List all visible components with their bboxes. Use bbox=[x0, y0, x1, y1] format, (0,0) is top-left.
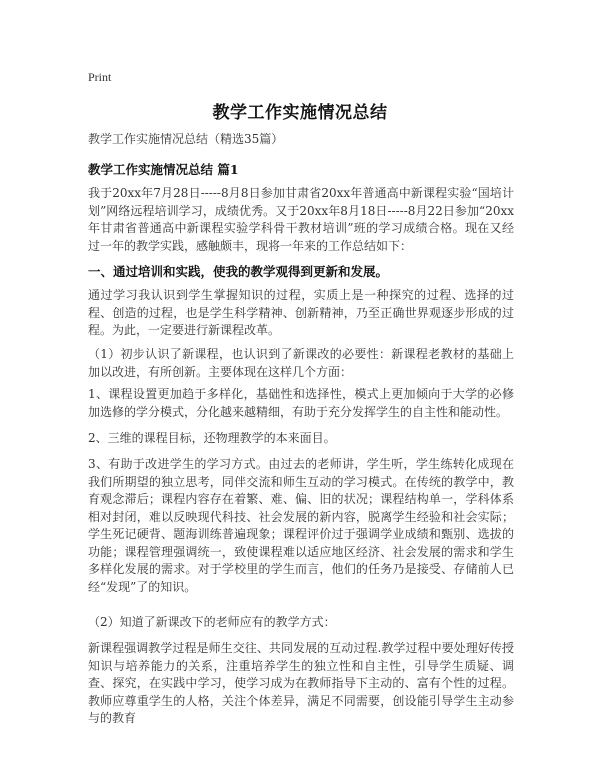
paragraph-6: （2）知道了新课改下的老师应有的教学方式： bbox=[88, 615, 336, 629]
paragraph-7: 新课程强调教学过程是师生交往、共同发展的互动过程.教学过程中要处理好传授知识与培养能力的关系，注重培养学生的独立性和自主性，引导学生质疑、调查、探究，在实践中学习，使学习成为在教师指导下主动的、富有个性的过程。教师应尊重学生的人格，关注个体差异，满足不同需要，创设能引导学生主动参与的教育 bbox=[88, 641, 514, 725]
subtitle: 教学工作实施情况总结（精选35篇） bbox=[88, 132, 284, 146]
print-label: Print bbox=[88, 70, 112, 84]
article-heading: 教学工作实施情况总结 篇1 bbox=[88, 162, 239, 177]
paragraph-3: 1、课程设置更加趋于多样化，基础性和选择性，模式上更加倾向于大学的必修加选修的学分模式，分化越来越精细，有助于充分发挥学生的自主性和能动性。 bbox=[88, 387, 514, 419]
paragraph-1: 通过学习我认识到学生掌握知识的过程，实质上是一种探究的过程、选择的过程、创造的过程，也是学生科学精神、创新精神，乃至正确世界观逐步形成的过程。为此，一定要进行新课程改革。 bbox=[88, 288, 514, 337]
paragraph-4: 2、三维的课程目标，还物理教学的本来面目。 bbox=[88, 431, 336, 445]
paragraph-2: （1）初步认识了新课程，也认识到了新课改的必要性：新课程老教材的基础上加以改进，有所创新。主要体现在这样几个方面： bbox=[88, 347, 514, 379]
intro-paragraph: 我于20xx年7月28日-----8月8日参加甘肃省20xx年普通高中新课程实验“国培计划”网络远程培训学习，成绩优秀。又于20xx年8月18日-----8月22日参加“20xx年甘肃省普通高中新课程实验学科骨干教材培训”班的学习成绩合格。现在又经过一年的教学实践，感触颇丰，现将一年来的工作总结如下： bbox=[88, 186, 514, 253]
section1-heading: 一、通过培训和实践，使我的教学观得到更新和发展。 bbox=[88, 264, 389, 279]
paragraph-5: 3、有助于改进学生的学习方式。由过去的老师讲，学生听，学生练转化成现在我们所期望的独立思考，同伴交流和师生互动的学习模式。在传统的教学中，教育观念滞后；课程内容存在着繁、难、偏、旧的状况；课程结构单一，学科体系相对封闭，难以反映现代科技、社会发展的新内容，脱离学生经验和社会实际；学生死记硬背、题海训练普遍现象；课程评价过于强调学业成绩和甄别、选拔的功能；课程管理强调统一，致使课程难以适应地区经济、社会发展的需求和学生多样化发展的需求。对于学校里的学生而言，他们的任务乃是接受、存储前人已经“发现”了的知识。 bbox=[88, 457, 514, 594]
page-title: 教学工作实施情况总结 bbox=[212, 103, 388, 123]
